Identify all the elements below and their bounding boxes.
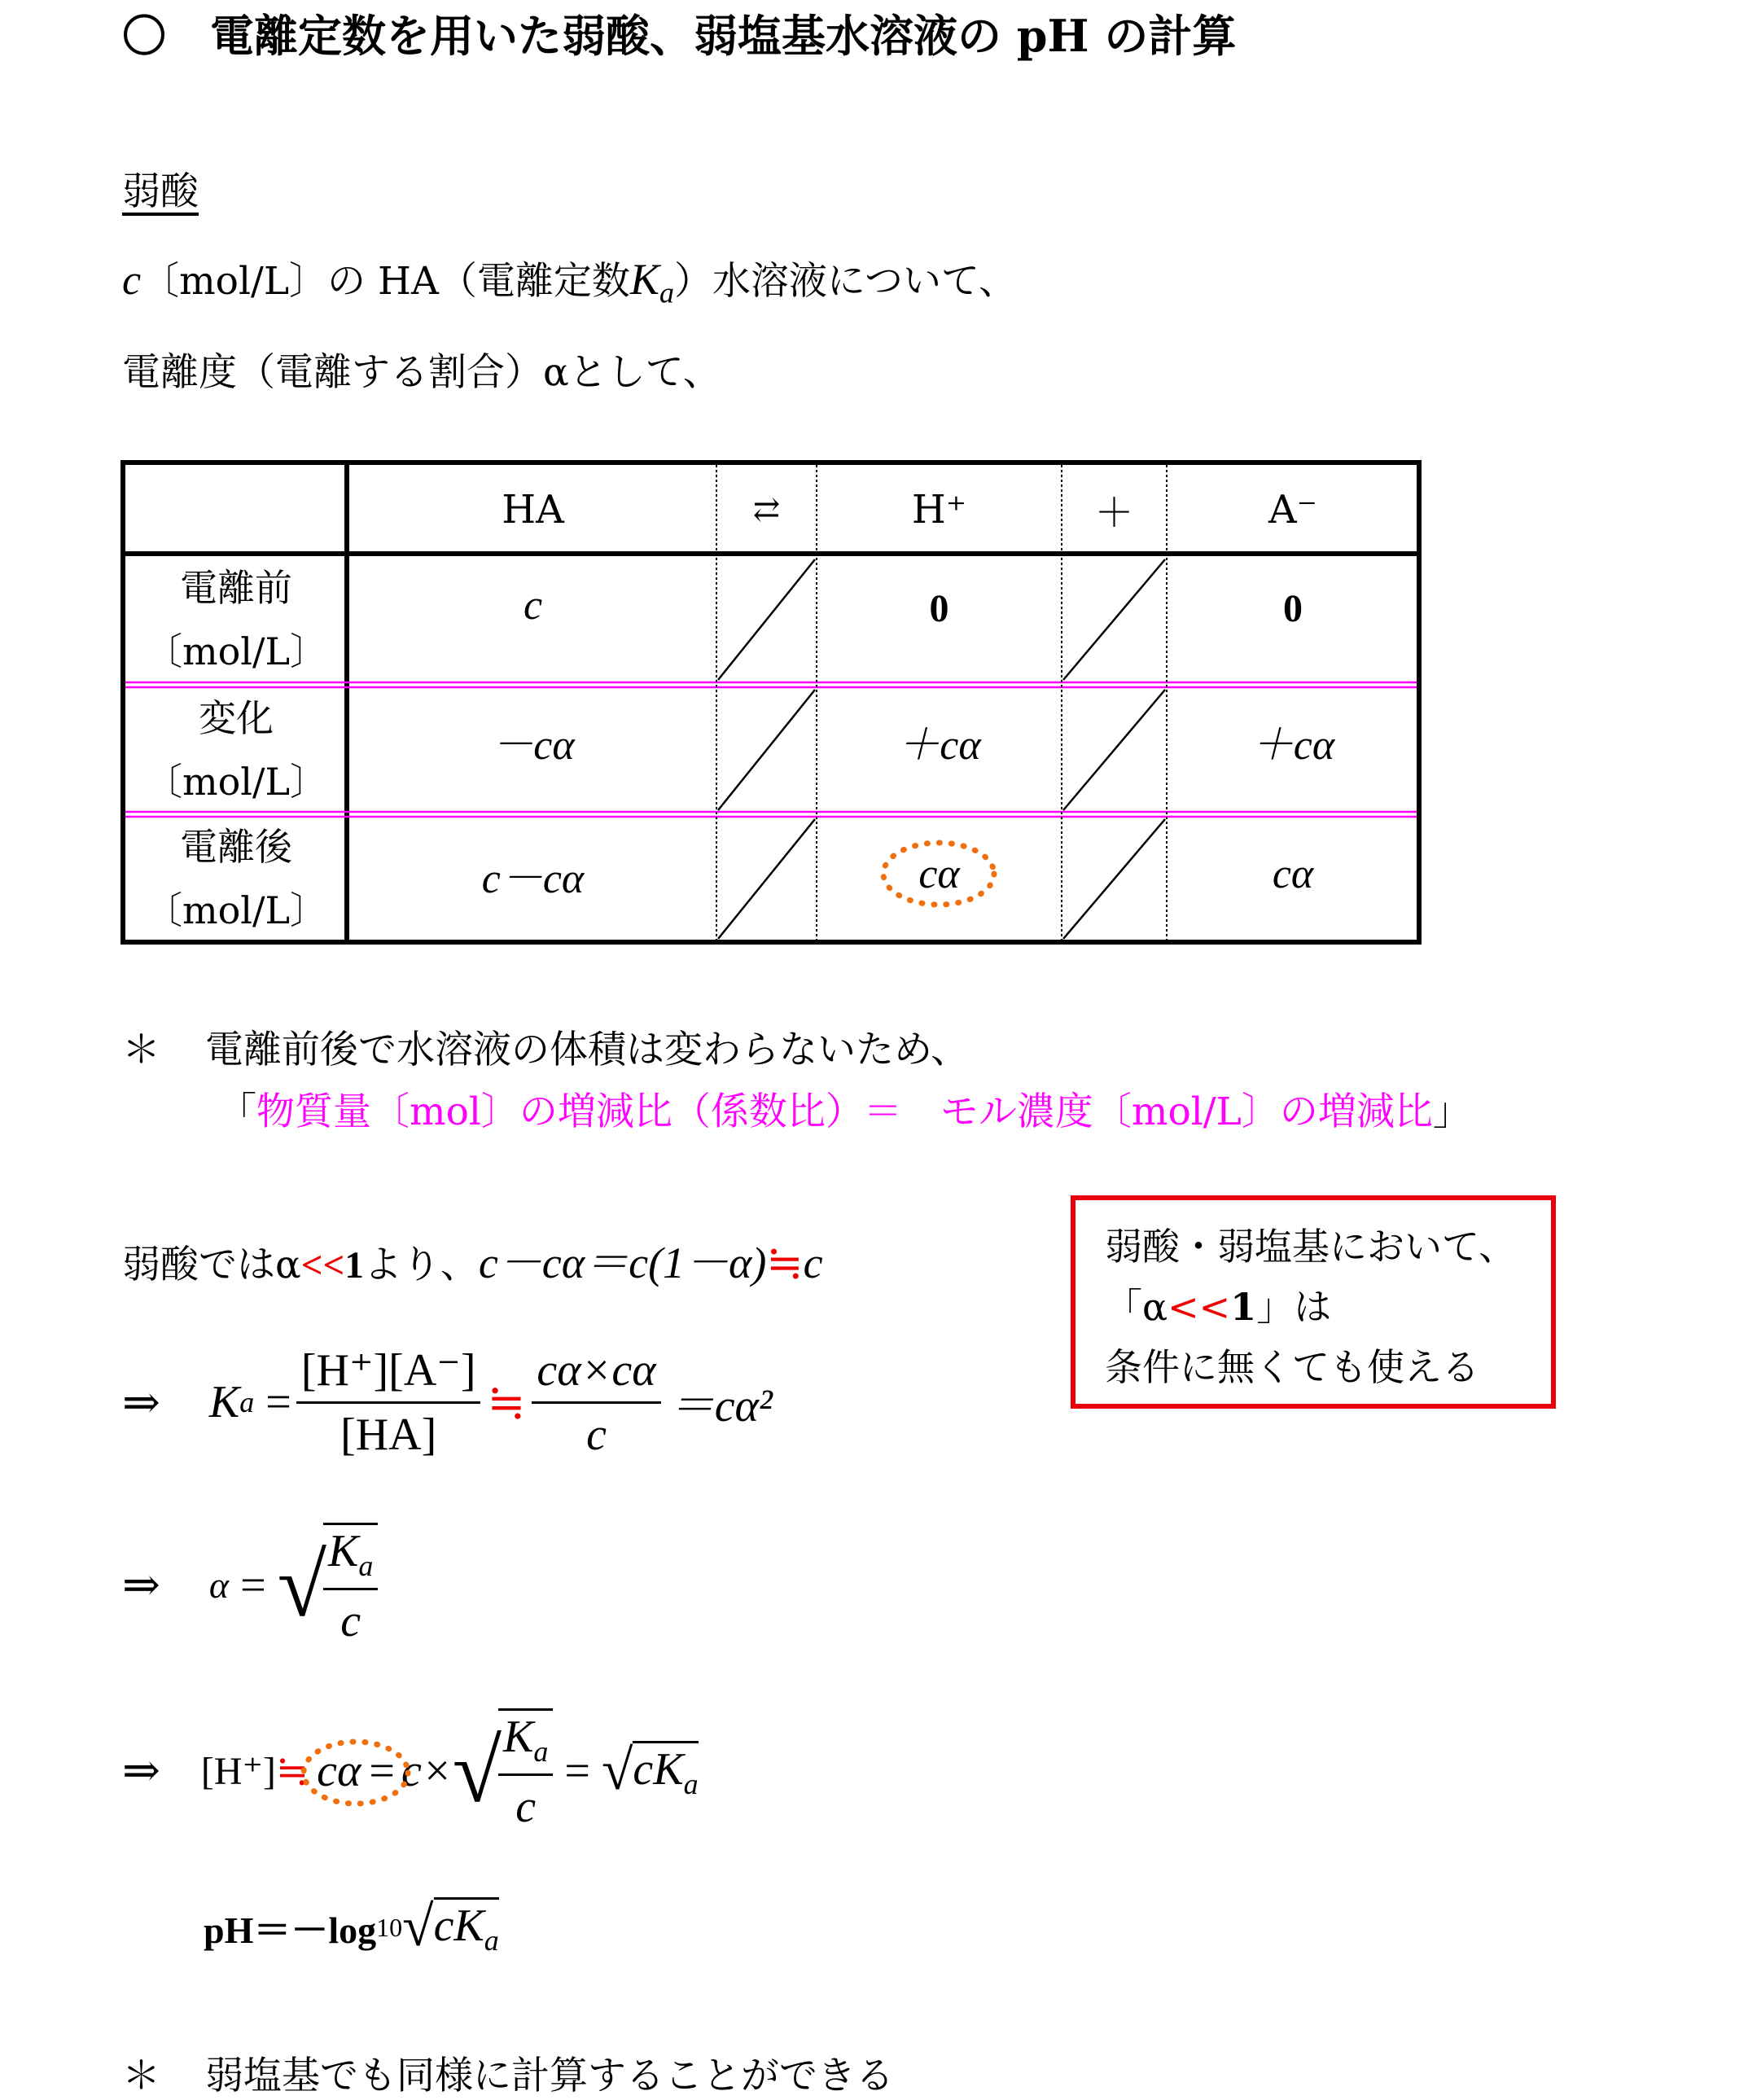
row-label-before <box>125 556 347 682</box>
ph-rad-sub: a <box>484 1924 499 1958</box>
formula-ka <box>122 1344 773 1461</box>
cell-before-ha: c <box>523 581 543 629</box>
ph-base: 10 <box>376 1912 403 1942</box>
cell-after-a: cα <box>1272 850 1314 897</box>
approx-sym: ≒ <box>766 1237 804 1288</box>
ka-den-2: c <box>586 1409 607 1460</box>
alpha-lhs: α <box>208 1564 230 1607</box>
note2-bullet: ＊ <box>122 2054 160 2098</box>
h-mid-text: cα <box>317 1745 361 1796</box>
header-a-minus: A⁻ <box>1268 486 1317 533</box>
row-label-change-unit: 〔mol/L〕 <box>144 759 328 804</box>
row-label-after-top: 電離後 <box>180 824 292 869</box>
row-label-before-top: 電離前 <box>180 565 292 610</box>
note1-bullet: ＊ <box>122 1028 160 1072</box>
h-arrow: ⇒ <box>122 1746 160 1797</box>
intro-c: c <box>122 257 142 304</box>
note1-highlight: 物質量〔mol〕の増減比（係数比）＝ モル濃度〔mol/L〕の増減比 <box>256 1089 1433 1134</box>
header-ha: HA <box>502 486 564 533</box>
note1-line1: 電離前後で水溶液の体積は変わらないため、 <box>205 1028 970 1072</box>
row-label-after-unit: 〔mol/L〕 <box>144 888 328 932</box>
intro-a: a <box>659 276 674 309</box>
intro-K: K <box>629 255 659 304</box>
sqrt-icon: √ <box>601 1738 633 1802</box>
h-rad-text: cK <box>633 1743 684 1795</box>
ka-num-2: cα×cα <box>532 1344 660 1404</box>
cell-change-a: ＋cα <box>1251 721 1335 769</box>
row-label-before-unit: 〔mol/L〕 <box>144 629 328 673</box>
ka-den-1: [HA] <box>340 1409 437 1460</box>
cell-after-h: cα <box>918 850 960 897</box>
ka-sub: a <box>239 1386 255 1418</box>
alpha-den: c <box>340 1596 361 1647</box>
formula-h <box>122 1708 699 1833</box>
ph-rad-text: cK <box>433 1901 484 1951</box>
highlight-ring-icon <box>299 1732 413 1813</box>
alpha-num-sub: a <box>358 1550 374 1583</box>
note1-open: 「 <box>218 1089 256 1134</box>
intro-line-2: 電離度（電離する割合）αとして、 <box>122 350 721 395</box>
formula-alpha <box>122 1523 378 1647</box>
box-ll: << <box>1168 1285 1231 1329</box>
section-heading: 弱酸 <box>122 169 199 214</box>
ka-approx: ≒ <box>487 1377 526 1428</box>
intro-line-1 <box>122 251 1017 309</box>
h-rad <box>633 1741 698 1801</box>
approx-mid: より、 <box>363 1243 479 1287</box>
approx-prefix: 弱酸ではα <box>122 1243 301 1287</box>
approx-ll: << <box>300 1244 345 1287</box>
ka-rhs: ＝cα² <box>668 1381 773 1431</box>
h-c-times: c× <box>401 1745 453 1796</box>
ka-eq: = <box>265 1377 291 1427</box>
sqrt-icon: √ <box>402 1896 434 1959</box>
ph-rad <box>434 1897 499 1958</box>
sqrt-icon: √ <box>277 1535 327 1635</box>
alpha-frac <box>323 1523 378 1647</box>
cell-change-h: ＋cα <box>897 721 981 769</box>
cell-before-h: 0 <box>929 586 949 630</box>
h-frac <box>498 1708 553 1833</box>
cell-change-ha: －cα <box>491 721 575 769</box>
ka-arrow: ⇒ <box>122 1377 160 1428</box>
note2-text: 弱塩基でも同様に計算することができる <box>205 2054 894 2098</box>
box-one: 1 <box>1230 1285 1257 1329</box>
alpha-num <box>323 1525 378 1590</box>
ka-lhs: K <box>208 1377 240 1427</box>
approx-line <box>122 1228 823 1291</box>
ka-frac-1 <box>296 1344 481 1461</box>
h-approx: ≒ <box>275 1749 309 1793</box>
note1-line2 <box>218 1081 1471 1136</box>
box-close: 」は <box>1256 1285 1332 1329</box>
header-plus: ＋ <box>1094 490 1134 536</box>
row-label-change <box>125 687 347 812</box>
box-line-3: 条件に無くても使える <box>1105 1345 1479 1389</box>
approx-eq2: c <box>803 1239 823 1287</box>
intro-end: ）水溶液について、 <box>673 259 1018 304</box>
h-lhs: [H⁺] <box>200 1749 276 1793</box>
h-num <box>498 1711 553 1776</box>
condition-note-box <box>1071 1195 1556 1409</box>
row-label-after <box>125 817 347 940</box>
header-equilibrium: ⇄ <box>752 490 781 528</box>
approx-eq1: c－cα＝c(1－α) <box>478 1239 767 1287</box>
header-h-plus: H⁺ <box>911 486 967 533</box>
sqrt-icon: √ <box>452 1721 502 1821</box>
box-open: 「α <box>1105 1285 1168 1329</box>
box-line-2 <box>1105 1277 1551 1337</box>
cell-after-ha: c－cα <box>481 855 585 902</box>
ph-lhs: pH＝－log <box>204 1909 377 1952</box>
h-mid <box>309 1745 369 1797</box>
approx-one: 1 <box>344 1244 364 1287</box>
row-label-change-top: 変化 <box>199 695 274 740</box>
h-num-k: K <box>502 1712 534 1762</box>
h-eq2: = <box>564 1745 590 1796</box>
ice-table <box>120 460 1422 945</box>
page-title: 〇 電離定数を用いた弱酸、弱塩基水溶液の pH の計算 <box>122 10 1237 62</box>
alpha-eq: = <box>240 1559 266 1611</box>
note1-close: 」 <box>1432 1089 1471 1134</box>
ka-num-1: [H⁺][A⁻] <box>296 1344 481 1404</box>
h-num-sub: a <box>533 1735 549 1769</box>
cell-before-a: 0 <box>1283 586 1303 630</box>
box-line-1: 弱酸・弱塩基において、 <box>1105 1225 1517 1269</box>
ka-frac-2 <box>532 1344 660 1461</box>
formula-ph <box>204 1897 499 1958</box>
h-rad-sub: a <box>683 1767 699 1800</box>
intro-mid: 〔mol/L〕の HA（電離定数 <box>141 259 630 304</box>
h-den: c <box>515 1782 537 1833</box>
alpha-num-k: K <box>328 1526 359 1576</box>
alpha-arrow: ⇒ <box>122 1560 160 1611</box>
h-eq: = <box>369 1745 395 1796</box>
